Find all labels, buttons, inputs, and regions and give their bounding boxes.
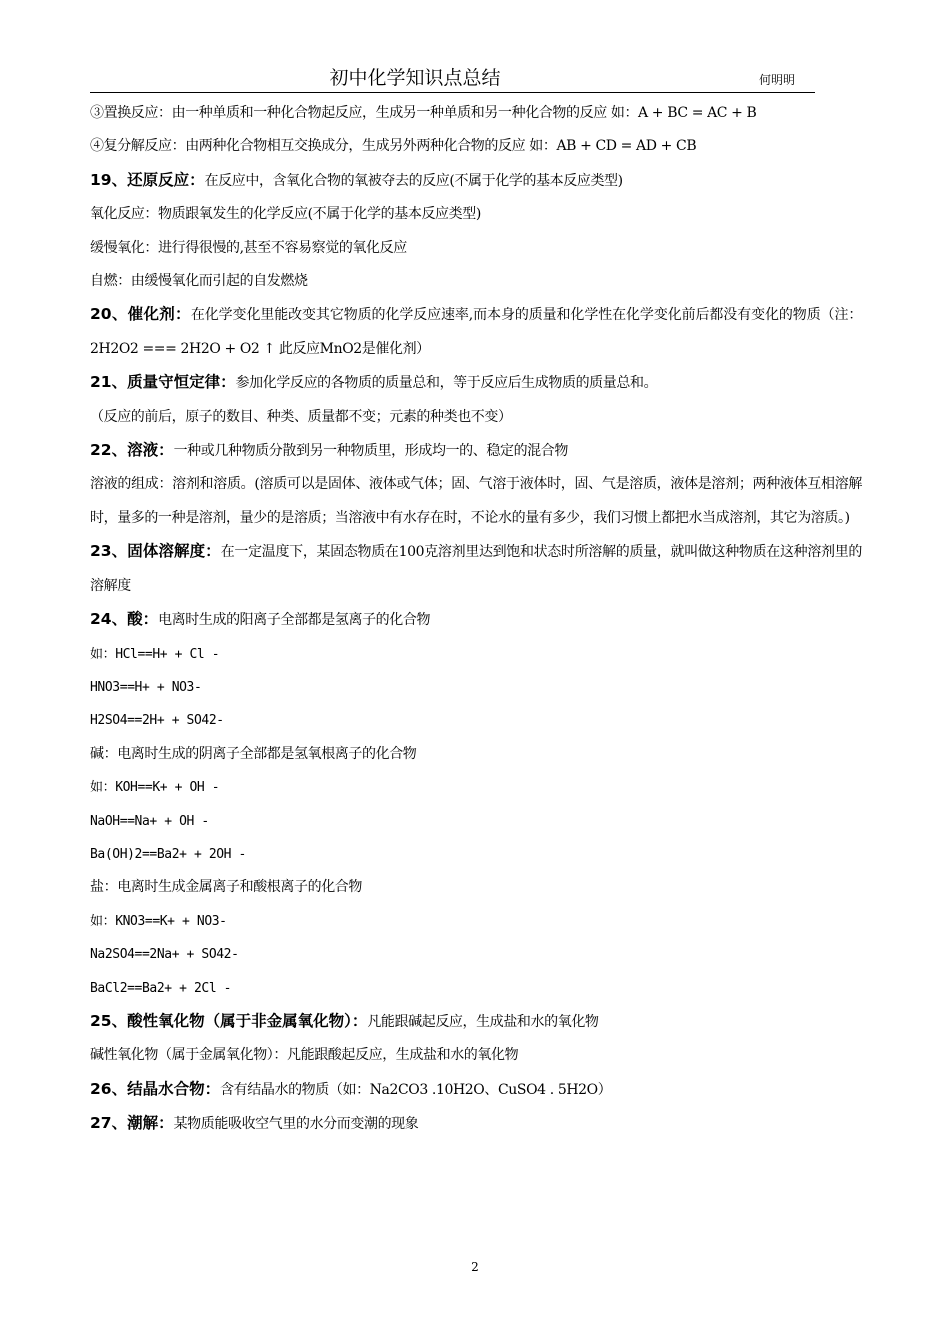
text-line: 缓慢氧化：进行得很慢的,甚至不容易察觉的氧化反应 xyxy=(90,239,407,256)
section-24 xyxy=(90,603,862,637)
author-name: 何明明 xyxy=(758,73,795,87)
section-25 xyxy=(90,1005,862,1039)
section-26 xyxy=(90,1073,862,1107)
section-23 xyxy=(90,535,862,603)
section-21 xyxy=(90,366,862,400)
document-title: 初中化学知识点总结 xyxy=(329,67,501,89)
text-line: 溶液的组成：溶剂和溶质。(溶质可以是固体、液体或气体；固、气溶于液体时，固、气是溶质，液体是溶剂；两种液体互相溶解时，量多的一种是溶剂，量少的是溶质；当溶液中有水存在时，不论水的量有多少，我们习惯上都把水当成溶剂，其它为溶质。) xyxy=(90,476,862,526)
text-line: ④复分解反应：由两种化合物相互交换成分，生成另外两种化合物的反应 如：AB + CD = AD + CB xyxy=(90,138,697,155)
text-line: 自燃：由缓慢氧化而引起的自发燃烧 xyxy=(90,273,308,290)
section-20 xyxy=(90,298,862,366)
page-header xyxy=(90,66,815,93)
text-line: 氧化反应：物质跟氧发生的化学反应(不属于化学的基本反应类型) xyxy=(90,206,481,223)
section-text: 参加化学反应的各物质的质量总和，等于反应后生成物质的质量总和。 xyxy=(235,375,658,392)
section-27 xyxy=(90,1107,862,1141)
section-text: 某物质能吸收空气里的水分而变潮的现象 xyxy=(173,1116,419,1133)
section-heading: 19、还原反应： xyxy=(90,170,205,189)
section-text: 含有结晶水的物质（如：Na2CO3 .10H2O、CuSO4 . 5H2O） xyxy=(220,1081,612,1098)
section-text: 在反应中，含氧化合物的氧被夺去的反应(不属于化学的基本反应类型) xyxy=(204,172,623,189)
text-line: 碱：电离时生成的阴离子全部都是氢氧根离子的化合物 xyxy=(90,745,417,762)
page-number: 2 xyxy=(471,1260,479,1274)
formula-line: 如：HCl==H+ + Cl - xyxy=(90,646,220,662)
text-line: （反应的前后，原子的数目、种类、质量都不变；元素的种类也不变） xyxy=(90,408,512,425)
formula-line: 如：KOH==K+ + OH - xyxy=(90,780,220,796)
formula-line: BaCl2==Ba2+ + 2Cl - xyxy=(90,980,232,996)
section-heading: 20、催化剂： xyxy=(90,305,191,324)
section-heading: 25、酸性氧化物（属于非金属氧化物）： xyxy=(90,1011,368,1030)
section-heading: 26、结晶水合物： xyxy=(90,1079,221,1098)
section-22 xyxy=(90,434,862,468)
text-line: 盐：电离时生成金属离子和酸根离子的化合物 xyxy=(90,879,362,896)
section-heading: 21、质量守恒定律： xyxy=(90,373,236,392)
formula-line: Na2SO4==2Na+ + SO42- xyxy=(90,947,239,963)
section-19 xyxy=(90,164,862,198)
formula-line: Ba(OH)2==Ba2+ + 2OH - xyxy=(90,846,246,862)
document-body xyxy=(90,97,862,1142)
formula-line: H2SO4==2H+ + SO42- xyxy=(90,713,224,729)
section-heading: 27、潮解： xyxy=(90,1114,174,1133)
section-heading: 22、溶液： xyxy=(90,441,174,460)
formula-line: 如：KNO3==K+ + NO3- xyxy=(90,913,227,929)
text-line: 碱性氧化物（属于金属氧化物）：凡能跟酸起反应，生成盐和水的氧化物 xyxy=(90,1047,519,1064)
text-line: ③置换反应：由一种单质和一种化合物起反应，生成另一种单质和另一种化合物的反应 如：A + BC = AC + B xyxy=(90,105,757,121)
section-heading: 23、固体溶解度： xyxy=(90,542,221,561)
section-text: 一种或几种物质分散到另一种物质里，形成均一的、稳定的混合物 xyxy=(173,443,568,460)
section-text: 在一定温度下，某固态物质在100克溶剂里达到饱和状态时所溶解的质量，就叫做这种物质在这种溶剂里的溶解度 xyxy=(90,544,862,594)
section-heading: 24、酸： xyxy=(90,610,159,629)
section-text: 在化学变化里能改变其它物质的化学反应速率,而本身的质量和化学性在化学变化前后都没有变化的物质（注：2H2O2 === 2H2O + O2 ↑ 此反应MnO2是催化剂） xyxy=(90,307,862,357)
section-text: 电离时生成的阳离子全部都是氢离子的化合物 xyxy=(158,612,431,629)
formula-line: HNO3==H+ + NO3- xyxy=(90,679,202,695)
formula-line: NaOH==Na+ + OH - xyxy=(90,813,209,829)
section-text: 凡能跟碱起反应，生成盐和水的氧化物 xyxy=(367,1013,599,1030)
